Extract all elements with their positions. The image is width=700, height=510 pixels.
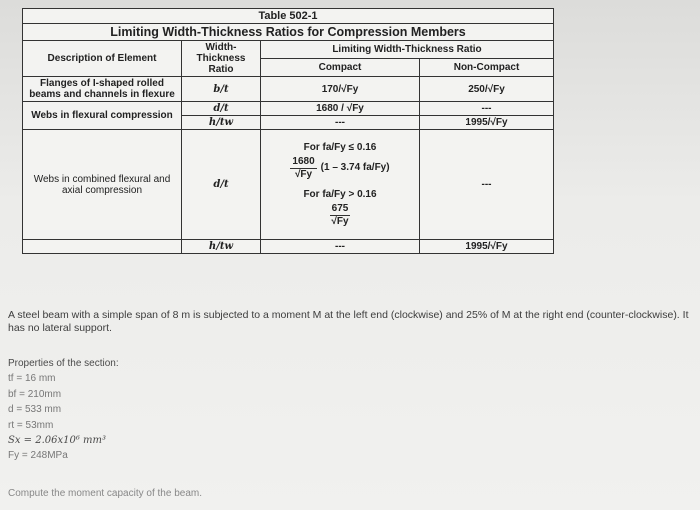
table-row [23, 77, 554, 102]
formula-2-numerator: 675 [331, 202, 349, 214]
row-noncompact: --- [420, 102, 554, 116]
formula-1-denominator: √Fy [294, 168, 313, 180]
property-item: bf = 210mm [8, 388, 62, 400]
condition-2: For fa/Fy > 0.16 [303, 188, 377, 200]
table-row [23, 240, 554, 254]
property-item: Fy = 248MPa [8, 450, 68, 462]
formula-2-denominator: √Fy [331, 215, 349, 227]
problem-statement: A steel beam with a simple span of 8 m is subjected to a moment M at the left end (clockwise) and 25% of M at the right end (counter-clockwise). It has no lateral support. [8, 309, 689, 334]
row-noncompact: 250/√Fy [420, 77, 554, 102]
table-row [23, 130, 554, 240]
question-text: Compute the moment capacity of the beam. [8, 488, 202, 499]
row-ratio: d/t [182, 130, 261, 240]
row-compact: 170/√Fy [261, 77, 420, 102]
table-number: Table 502-1 [23, 9, 554, 24]
property-item: Sx = 2.06x10⁶ mm³ [8, 435, 107, 447]
row-ratio: h/tw [182, 240, 261, 254]
header-ratio: Width-Thickness Ratio [182, 41, 261, 77]
table-row [23, 102, 554, 116]
property-item: d = 533 mm [8, 404, 62, 416]
condition-1: For fa/Fy ≤ 0.16 [303, 141, 377, 153]
property-item: tf = 16 mm [8, 373, 56, 385]
header-noncompact: Non-Compact [420, 59, 554, 77]
section-properties [8, 356, 119, 464]
row-compact: --- [261, 116, 420, 130]
row-description: Flanges of I-shaped rolled beams and channels in flexure [23, 77, 182, 102]
table-title: Limiting Width-Thickness Ratios for Compression Members [23, 24, 554, 41]
row-ratio: d/t [182, 102, 261, 116]
property-item: rt = 53mm [8, 419, 54, 431]
properties-heading: Properties of the section: [8, 358, 119, 369]
formula-1-numerator: 1680 [292, 155, 315, 167]
formula-1-paren: (1 – 3.74 fa/Fy) [320, 162, 390, 173]
row-compact: --- [261, 240, 420, 254]
limiting-ratio-table [22, 8, 554, 254]
row-ratio: b/t [182, 77, 261, 102]
header-limiting: Limiting Width-Thickness Ratio [261, 41, 554, 59]
header-compact: Compact [261, 59, 420, 77]
combined-formula-cell [261, 130, 420, 240]
row-description-empty [23, 240, 182, 254]
header-description: Description of Element [23, 41, 182, 77]
row-noncompact: 1995/√Fy [420, 116, 554, 130]
row-description: Webs in combined flexural and axial compression [23, 130, 182, 240]
row-noncompact: --- [420, 130, 554, 240]
row-noncompact: 1995/√Fy [420, 240, 554, 254]
row-ratio: h/tw [182, 116, 261, 130]
row-compact: 1680 / √Fy [261, 102, 420, 116]
row-description: Webs in flexural compression [23, 102, 182, 130]
